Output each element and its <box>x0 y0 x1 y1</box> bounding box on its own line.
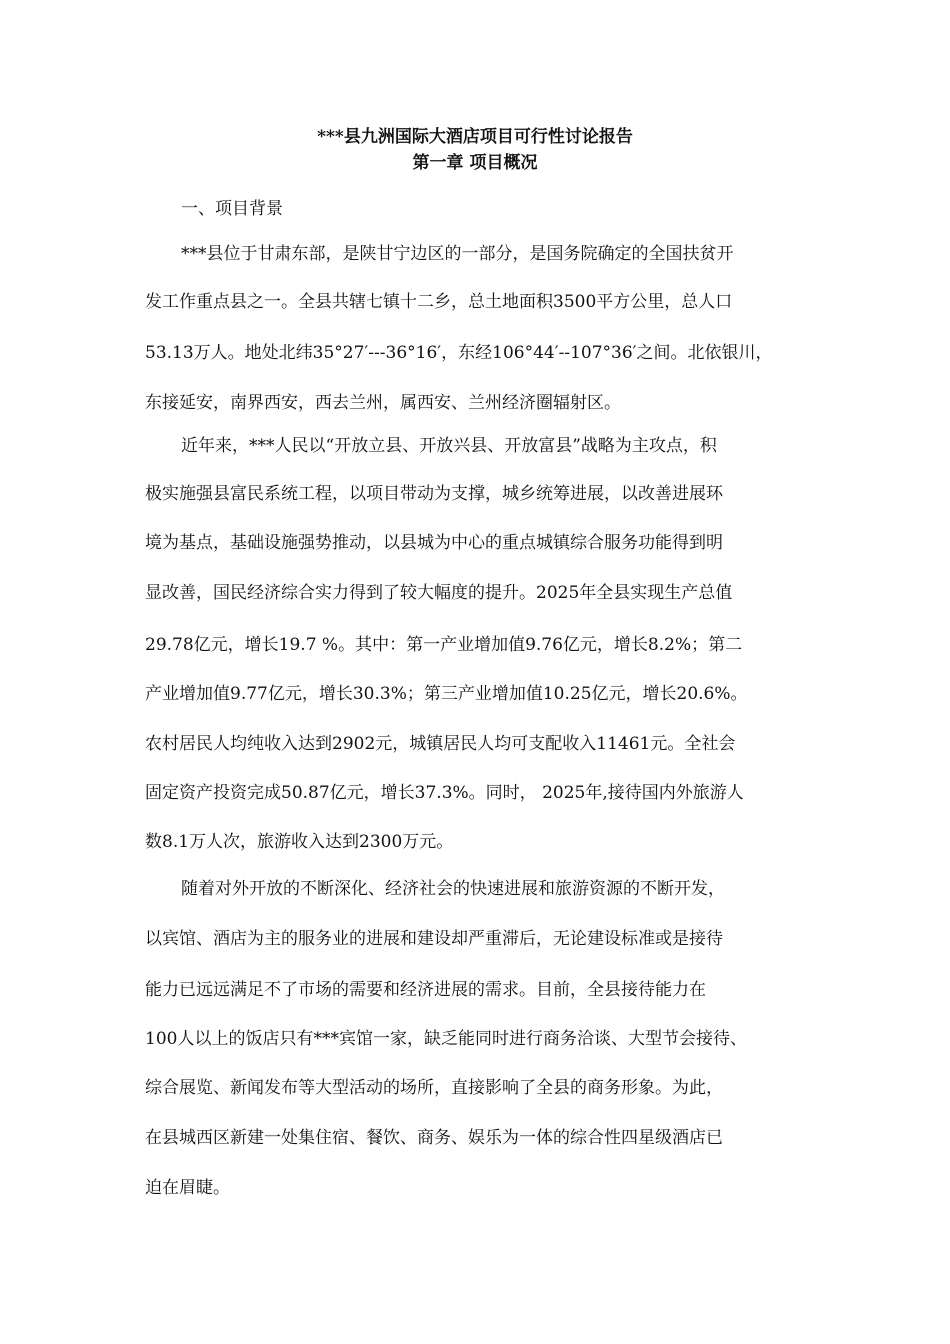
paragraph-line: 固定资产投资完成50.87亿元，增长37.3%。同时， 2025年,接待国内外旅游人 <box>145 783 744 803</box>
paragraph-line: 数8.1万人次，旅游收入达到2300万元。 <box>145 832 454 852</box>
document-title: ***县九洲国际大酒店项目可行性讨论报告 <box>317 127 633 147</box>
paragraph-line: 100人以上的饭店只有***宾馆一家，缺乏能同时进行商务洽谈、大型节会接待、 <box>145 1029 747 1049</box>
section-heading: 一、项目背景 <box>181 199 283 219</box>
paragraph-line: 极实施强县富民系统工程，以项目带动为支撑，城乡统筹进展，以改善进展环 <box>145 484 723 504</box>
paragraph-line: 发工作重点县之一。全县共辖七镇十二乡，总土地面积3500平方公里，总人口 <box>145 292 733 312</box>
paragraph-line: 29.78亿元，增长19.7 %。其中：第一产业增加值9.76亿元，增长8.2%；第二 <box>145 635 743 655</box>
paragraph-line: 综合展览、新闻发布等大型活动的场所，直接影响了全县的商务形象。为此， <box>145 1078 723 1098</box>
paragraph-line: 随着对外开放的不断深化、经济社会的快速进展和旅游资源的不断开发， <box>181 879 725 899</box>
chapter-heading: 第一章 项目概况 <box>412 153 538 173</box>
paragraph-line: 农村居民人均纯收入达到2902元，城镇居民人均可支配收入11461元。全社会 <box>145 734 736 754</box>
paragraph-line: 境为基点，基础设施强势推动，以县城为中心的重点城镇综合服务功能得到明 <box>145 533 723 553</box>
paragraph-line: 以宾馆、酒店为主的服务业的进展和建设却严重滞后，无论建设标准或是接待 <box>145 929 723 949</box>
paragraph-line: ***县位于甘肃东部，是陕甘宁边区的一部分，是国务院确定的全国扶贫开 <box>181 244 734 264</box>
paragraph-line: 近年来，***人民以“开放立县、开放兴县、开放富县”战略为主攻点，积 <box>181 436 717 456</box>
paragraph-line: 产业增加值9.77亿元，增长30.3%；第三产业增加值10.25亿元，增长20.6%。 <box>145 684 748 704</box>
paragraph-line: 显改善，国民经济综合实力得到了较大幅度的提升。2025年全县实现生产总值 <box>145 583 733 603</box>
paragraph-line: 53.13万人。地处北纬35°27′---36°16′，东经106°44′--107°36′之间。北依银川， <box>145 343 773 363</box>
paragraph-line: 迫在眉睫。 <box>145 1178 230 1198</box>
paragraph-line: 在县城西区新建一处集住宿、餐饮、商务、娱乐为一体的综合性四星级酒店已 <box>145 1128 723 1148</box>
paragraph-line: 东接延安，南界西安，西去兰州，属西安、兰州经济圈辐射区。 <box>145 393 621 413</box>
paragraph-line: 能力已远远满足不了市场的需要和经济进展的需求。目前，全县接待能力在 <box>145 980 706 1000</box>
